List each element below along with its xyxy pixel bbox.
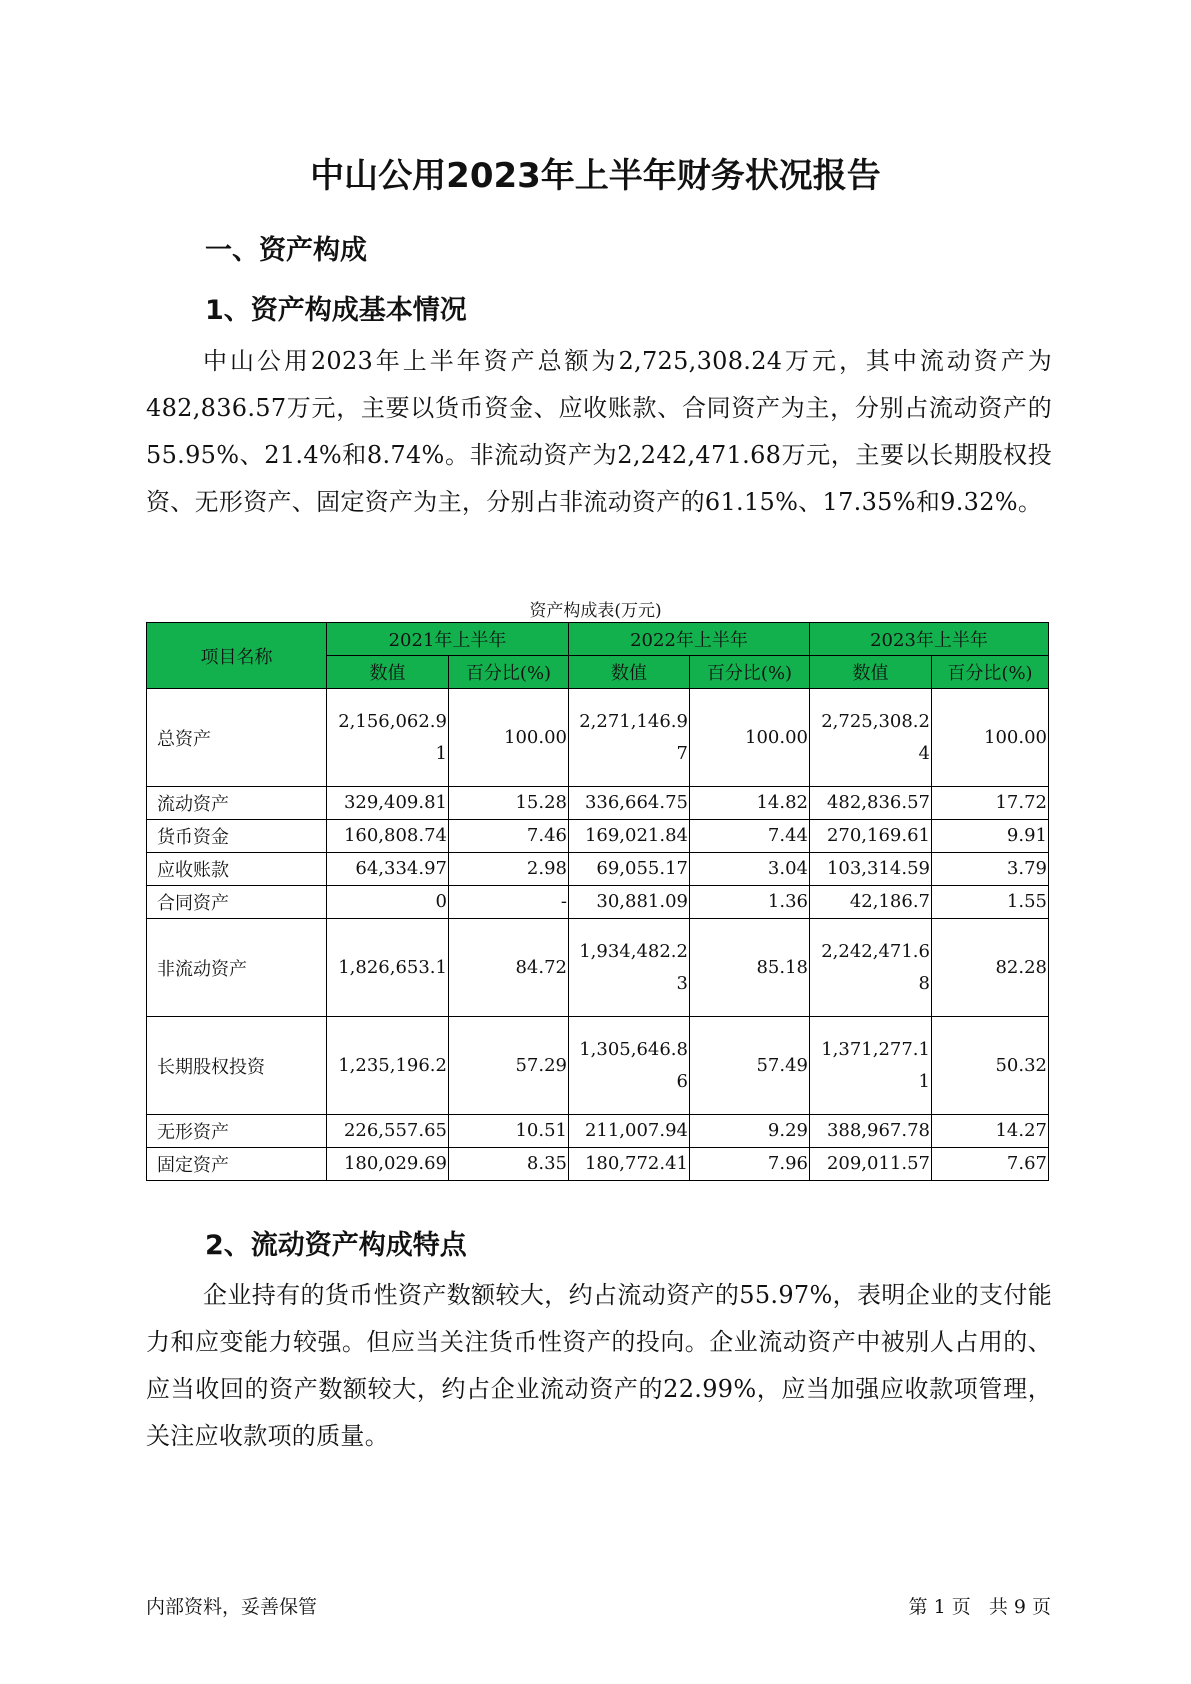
cell-value-2021: 180,029.69: [327, 1148, 449, 1181]
table-row: [147, 919, 1049, 1017]
footer-confidential-note: 内部资料，妥善保管: [146, 1596, 318, 1618]
cell-value-2023: 1,371,277.11: [810, 1017, 932, 1115]
table-row: [147, 689, 1049, 787]
cell-value-2021: 0: [327, 886, 449, 919]
cell-pct-2021: 57.29: [449, 1017, 569, 1115]
row-name: 货币资金: [147, 820, 327, 853]
cell-pct-2023: 7.67: [932, 1148, 1049, 1181]
cell-value-2022: 211,007.94: [569, 1115, 690, 1148]
cell-pct-2021: -: [449, 886, 569, 919]
row-name: 无形资产: [147, 1115, 327, 1148]
row-name: 固定资产: [147, 1148, 327, 1181]
cell-pct-2022: 7.96: [690, 1148, 810, 1181]
footer-page-number: 第 1 页 共 9 页: [908, 1596, 1051, 1618]
header-pct-2021: 百分比(%): [449, 656, 569, 689]
cell-value-2022: 30,881.09: [569, 886, 690, 919]
cell-value-2021: 64,334.97: [327, 853, 449, 886]
cell-value-2022: 1,934,482.23: [569, 919, 690, 1017]
cell-value-2023: 2,725,308.24: [810, 689, 932, 787]
cell-pct-2021: 100.00: [449, 689, 569, 787]
header-item-name: 项目名称: [147, 623, 327, 689]
row-name: 合同资产: [147, 886, 327, 919]
cell-pct-2021: 2.98: [449, 853, 569, 886]
cell-value-2022: 336,664.75: [569, 787, 690, 820]
cell-value-2023: 42,186.7: [810, 886, 932, 919]
cell-value-2022: 69,055.17: [569, 853, 690, 886]
cell-value-2023: 209,011.57: [810, 1148, 932, 1181]
paragraph-asset-overview: 中山公用2023年上半年资产总额为2,725,308.24万元，其中流动资产为482,836.57万元，主要以货币资金、应收账款、合同资产为主，分别占流动资产的55.95%、21.4%和8.74%。非流动资产为2,242,471.68万元，主要以长期股权投资、无形资产、固定资产为主，分别占非流动资产的61.15%、17.35%和9.32%。: [146, 347, 1052, 516]
header-pct-2023: 百分比(%): [932, 656, 1049, 689]
cell-value-2022: 2,271,146.97: [569, 689, 690, 787]
cell-pct-2023: 3.79: [932, 853, 1049, 886]
header-period-2021: 2021年上半年: [327, 623, 569, 656]
cell-pct-2022: 85.18: [690, 919, 810, 1017]
table-row: [147, 787, 1049, 820]
cell-pct-2021: 10.51: [449, 1115, 569, 1148]
row-name: 流动资产: [147, 787, 327, 820]
cell-pct-2023: 1.55: [932, 886, 1049, 919]
cell-pct-2022: 57.49: [690, 1017, 810, 1115]
header-value-2021: 数值: [327, 656, 449, 689]
table-row: [147, 820, 1049, 853]
table-row: [147, 1017, 1049, 1115]
cell-pct-2021: 84.72: [449, 919, 569, 1017]
cell-value-2022: 169,021.84: [569, 820, 690, 853]
cell-pct-2022: 7.44: [690, 820, 810, 853]
cell-pct-2021: 8.35: [449, 1148, 569, 1181]
cell-pct-2022: 9.29: [690, 1115, 810, 1148]
header-value-2023: 数值: [810, 656, 932, 689]
cell-pct-2023: 100.00: [932, 689, 1049, 787]
row-name: 总资产: [147, 689, 327, 787]
header-period-2022: 2022年上半年: [569, 623, 810, 656]
cell-value-2022: 180,772.41: [569, 1148, 690, 1181]
cell-pct-2023: 17.72: [932, 787, 1049, 820]
row-name: 非流动资产: [147, 919, 327, 1017]
cell-pct-2022: 100.00: [690, 689, 810, 787]
cell-value-2023: 103,314.59: [810, 853, 932, 886]
cell-pct-2021: 15.28: [449, 787, 569, 820]
subsection-heading-current-assets: 2、流动资产构成特点: [205, 1230, 467, 1261]
cell-value-2021: 1,235,196.2: [327, 1017, 449, 1115]
table-row: [147, 1148, 1049, 1181]
subsection-heading-basic: 1、资产构成基本情况: [205, 295, 467, 326]
asset-composition-table: [146, 622, 1049, 1181]
cell-value-2021: 160,808.74: [327, 820, 449, 853]
row-name: 应收账款: [147, 853, 327, 886]
page-title: 中山公用2023年上半年财务状况报告: [310, 156, 881, 196]
table-row: [147, 1115, 1049, 1148]
table-caption: 资产构成表(万元): [529, 601, 662, 621]
header-pct-2022: 百分比(%): [690, 656, 810, 689]
cell-pct-2022: 3.04: [690, 853, 810, 886]
cell-value-2021: 2,156,062.91: [327, 689, 449, 787]
cell-pct-2022: 14.82: [690, 787, 810, 820]
table-row: [147, 886, 1049, 919]
cell-value-2021: 1,826,653.1: [327, 919, 449, 1017]
cell-value-2022: 1,305,646.86: [569, 1017, 690, 1115]
cell-pct-2023: 14.27: [932, 1115, 1049, 1148]
cell-value-2021: 226,557.65: [327, 1115, 449, 1148]
cell-value-2023: 270,169.61: [810, 820, 932, 853]
paragraph-current-assets: 企业持有的货币性资产数额较大，约占流动资产的55.97%，表明企业的支付能力和应变能力较强。但应当关注货币性资产的投向。企业流动资产中被别人占用的、应当收回的资产数额较大，约占企业流动资产的22.99%，应当加强应收款项管理，关注应收款项的质量。: [146, 1281, 1052, 1450]
header-value-2022: 数值: [569, 656, 690, 689]
cell-pct-2022: 1.36: [690, 886, 810, 919]
cell-value-2023: 388,967.78: [810, 1115, 932, 1148]
table-row: [147, 853, 1049, 886]
cell-value-2023: 482,836.57: [810, 787, 932, 820]
cell-pct-2023: 50.32: [932, 1017, 1049, 1115]
cell-value-2023: 2,242,471.68: [810, 919, 932, 1017]
cell-pct-2023: 9.91: [932, 820, 1049, 853]
section-heading-asset-composition: 一、资产构成: [205, 235, 367, 266]
cell-pct-2021: 7.46: [449, 820, 569, 853]
header-period-2023: 2023年上半年: [810, 623, 1049, 656]
cell-pct-2023: 82.28: [932, 919, 1049, 1017]
cell-value-2021: 329,409.81: [327, 787, 449, 820]
row-name: 长期股权投资: [147, 1017, 327, 1115]
